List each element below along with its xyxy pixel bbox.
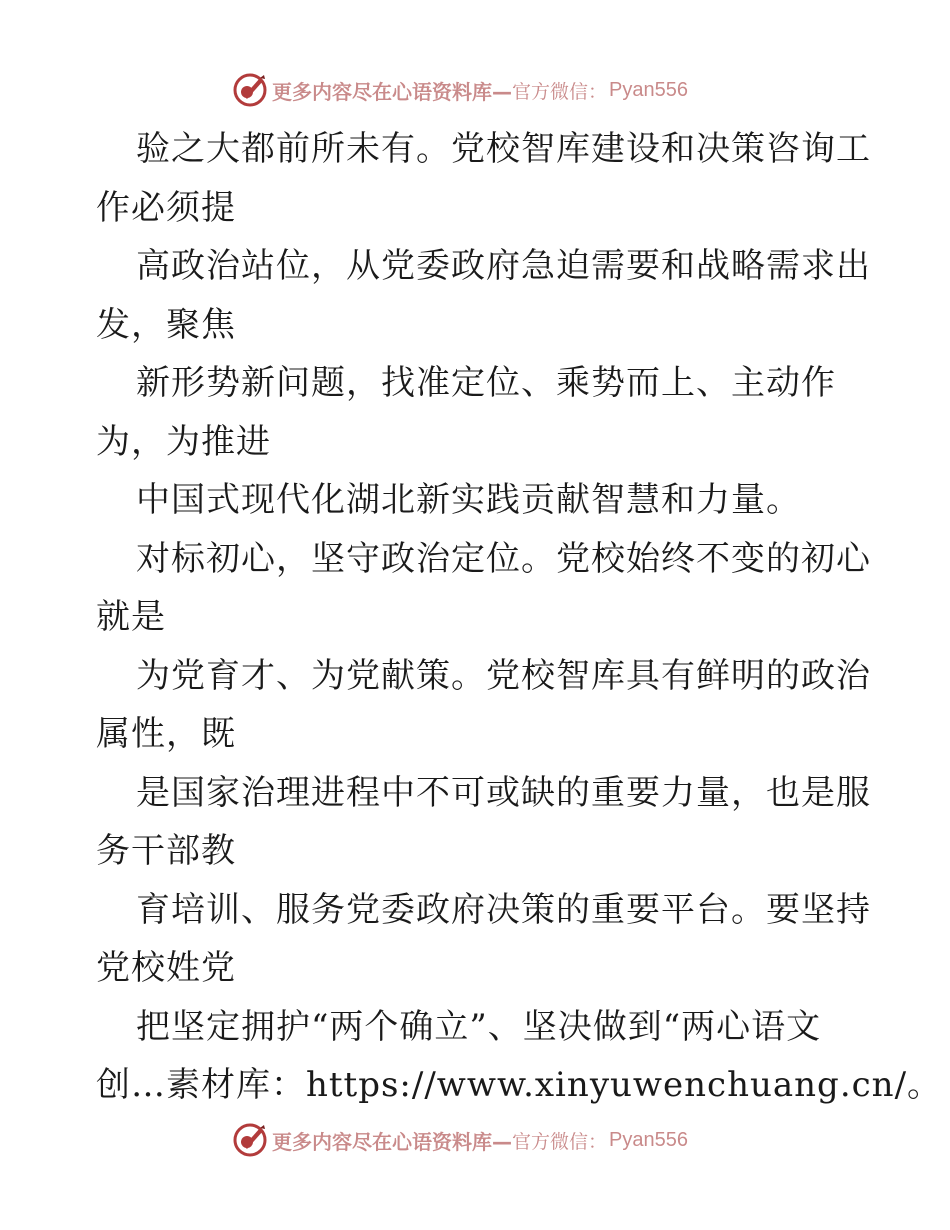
text-line: 为党育才、为党献策。党校智库具有鲜明的政治 bbox=[136, 655, 871, 696]
text-line: 是国家治理进程中不可或缺的重要力量，也是服 bbox=[136, 772, 871, 813]
text-line: 育培训、服务党委政府决策的重要平台。要坚持 bbox=[136, 889, 871, 930]
text-line: 把坚定拥护“两个确立”、坚决做到“两心语文 bbox=[136, 1006, 822, 1047]
banner-text: 更多内容尽在心语资料库— bbox=[272, 79, 512, 104]
text-line: 高政治站位，从党委政府急迫需要和战略需求出 bbox=[136, 246, 871, 286]
header-banner bbox=[232, 70, 688, 110]
banner-wechat-id: Pyan556 bbox=[609, 1128, 688, 1151]
text-line: 就是 bbox=[96, 597, 166, 637]
text-line: 为，为推进 bbox=[96, 421, 271, 462]
footer-banner bbox=[232, 1120, 688, 1160]
text-line: 中国式现代化湖北新实践贡献智慧和力量。 bbox=[136, 480, 801, 520]
text-line: 党校姓党 bbox=[96, 948, 236, 988]
text-line: 对标初心，坚守政治定位。党校始终不变的初心 bbox=[136, 538, 871, 579]
banner-wechat-label: 官方微信： bbox=[512, 80, 608, 103]
text-line: 务干部教 bbox=[96, 831, 236, 871]
pen-logo-icon bbox=[232, 72, 268, 108]
text-line: 创…素材库：https://www.xinyuwenchuang.cn/。 bbox=[96, 1065, 943, 1105]
text-line: 作必须提 bbox=[96, 187, 236, 228]
banner-wechat-id: Pyan556 bbox=[609, 78, 688, 101]
text-line: 新形势新问题，找准定位、乘势而上、主动作 bbox=[136, 363, 836, 403]
text-line: 验之大都前所未有。党校智库建设和决策咨询工 bbox=[136, 129, 871, 169]
banner-wechat-label: 官方微信： bbox=[512, 1130, 608, 1153]
document-body bbox=[96, 120, 943, 1115]
pen-logo-icon bbox=[232, 1122, 268, 1158]
text-line: 发，聚焦 bbox=[96, 304, 236, 345]
banner-text: 更多内容尽在心语资料库— bbox=[272, 1129, 512, 1154]
text-line: 属性，既 bbox=[96, 714, 236, 754]
